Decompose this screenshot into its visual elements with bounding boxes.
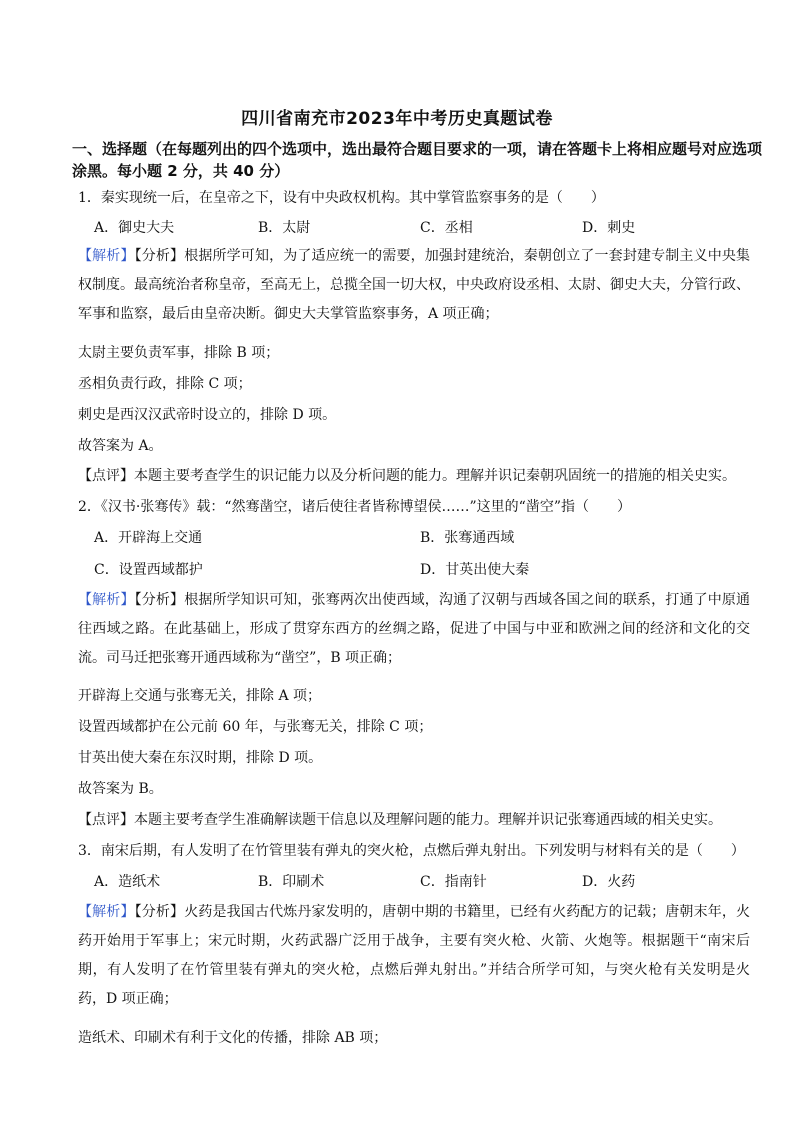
q1-answer: 故答案为 A。 [78,438,163,454]
q3-option-b: B．印刷术 [258,874,325,890]
q1-option-b: B．太尉 [258,220,311,236]
q3-line-ab: 造纸术、印刷术有利于文化的传播，排除 AB 项； [78,1030,388,1046]
question-3-stem: 3．南宋后期，有人发明了在竹管里装有弹丸的突火枪，点燃后弹丸射出。下列发明与材料有关的是（ ） [78,843,745,859]
q1-analysis-text: 【分析】根据所学可知，为了适应统一的需要，加强封建统治，秦朝创立了一套封建专制主义中央集权制度。最高统治者称皇帝，至高无上，总揽全国一切大权，中央政府设丞相、太尉、御史大夫，分管行政、军事和监察，最后由皇帝决断。御史大夫掌管监察事务，A 项正确； [78,248,751,322]
q2-answer: 故答案为 B。 [78,781,163,797]
question-1-stem: 1．秦实现统一后，在皇帝之下，设有中央政权机构。其中掌管监察事务的是（ ） [78,190,605,206]
q2-analysis-text: 【分析】根据所学知识可知，张骞两次出使西域，沟通了汉朝与西域各国之间的联系，打通了中原通往西域之路。在此基础上，形成了贯穿东西方的丝绸之路，促进了中国与中亚和欧洲之间的经济和文化的交流。司马迁把张骞开通西域称为“凿空”，B 项正确； [78,592,751,666]
q1-option-d: D．刺史 [582,220,636,236]
q3-option-c: C．指南针 [420,874,487,890]
q2-option-a: A．开辟海上交通 [94,530,203,546]
analysis-tag: 【解析】 [78,592,135,608]
q2-option-c: C．设置西域都护 [94,562,203,578]
q1-analysis [78,242,750,329]
q1-line-b: 太尉主要负责军事，排除 B 项； [78,345,280,361]
q2-line-a: 开辟海上交通与张骞无关，排除 A 项； [78,688,322,704]
q3-analysis [78,898,750,1014]
q1-option-c: C．丞相 [420,220,473,236]
q2-analysis [78,586,750,673]
q3-option-a: A．造纸术 [94,874,161,890]
analysis-tag: 【解析】 [78,248,135,264]
q1-line-c: 丞相负责行政，排除 C 项； [78,376,252,392]
section-heading: 一、选择题（在每题列出的四个选项中，选出最符合题目要求的一项，请在答题卡上将相应题号对应选项涂黑。每小题 2 分，共 40 分） [72,140,763,180]
q3-option-d: D．火药 [582,874,636,890]
q2-line-c: 设置西域都护在公元前 60 年，与张骞无关，排除 C 项； [78,719,433,735]
q1-option-a: A．御史大夫 [94,220,175,236]
q2-option-b: B．张骞通西域 [420,530,515,546]
page-title: 四川省南充市2023年中考历史真题试卷 [241,109,553,129]
q1-comment: 【点评】本题主要考查学生的识记能力以及分析问题的能力。理解并识记秦朝巩固统一的措施的相关史实。 [78,468,736,484]
question-2-stem: 2．《汉书·张骞传》载：“然骞凿空，诸后使往者皆称博望侯……”这里的“凿空”指（ ） [78,499,631,515]
q1-line-d: 刺史是西汉汉武帝时设立的，排除 D 项。 [78,407,337,423]
q3-analysis-text: 【分析】火药是我国古代炼丹家发明的，唐朝中期的书籍里，已经有火药配方的记载；唐朝末年，火药开始用于军事上；宋元时期，火药武器广泛用于战争，主要有突火枪、火箭、火炮等。根据题干“南宋后期，有人发明了在竹管里装有弹丸的突火枪，点燃后弹丸射出。”并结合所学可知，与突火枪有关发明是火药，D 项正确； [78,904,751,1007]
q2-comment: 【点评】本题主要考查学生准确解读题干信息以及理解问题的能力。理解并识记张骞通西域的相关史实。 [78,812,722,828]
q2-line-d: 甘英出使大秦在东汉时期，排除 D 项。 [78,750,323,766]
q2-option-d: D．甘英出使大秦 [420,562,530,578]
analysis-tag: 【解析】 [78,904,135,920]
